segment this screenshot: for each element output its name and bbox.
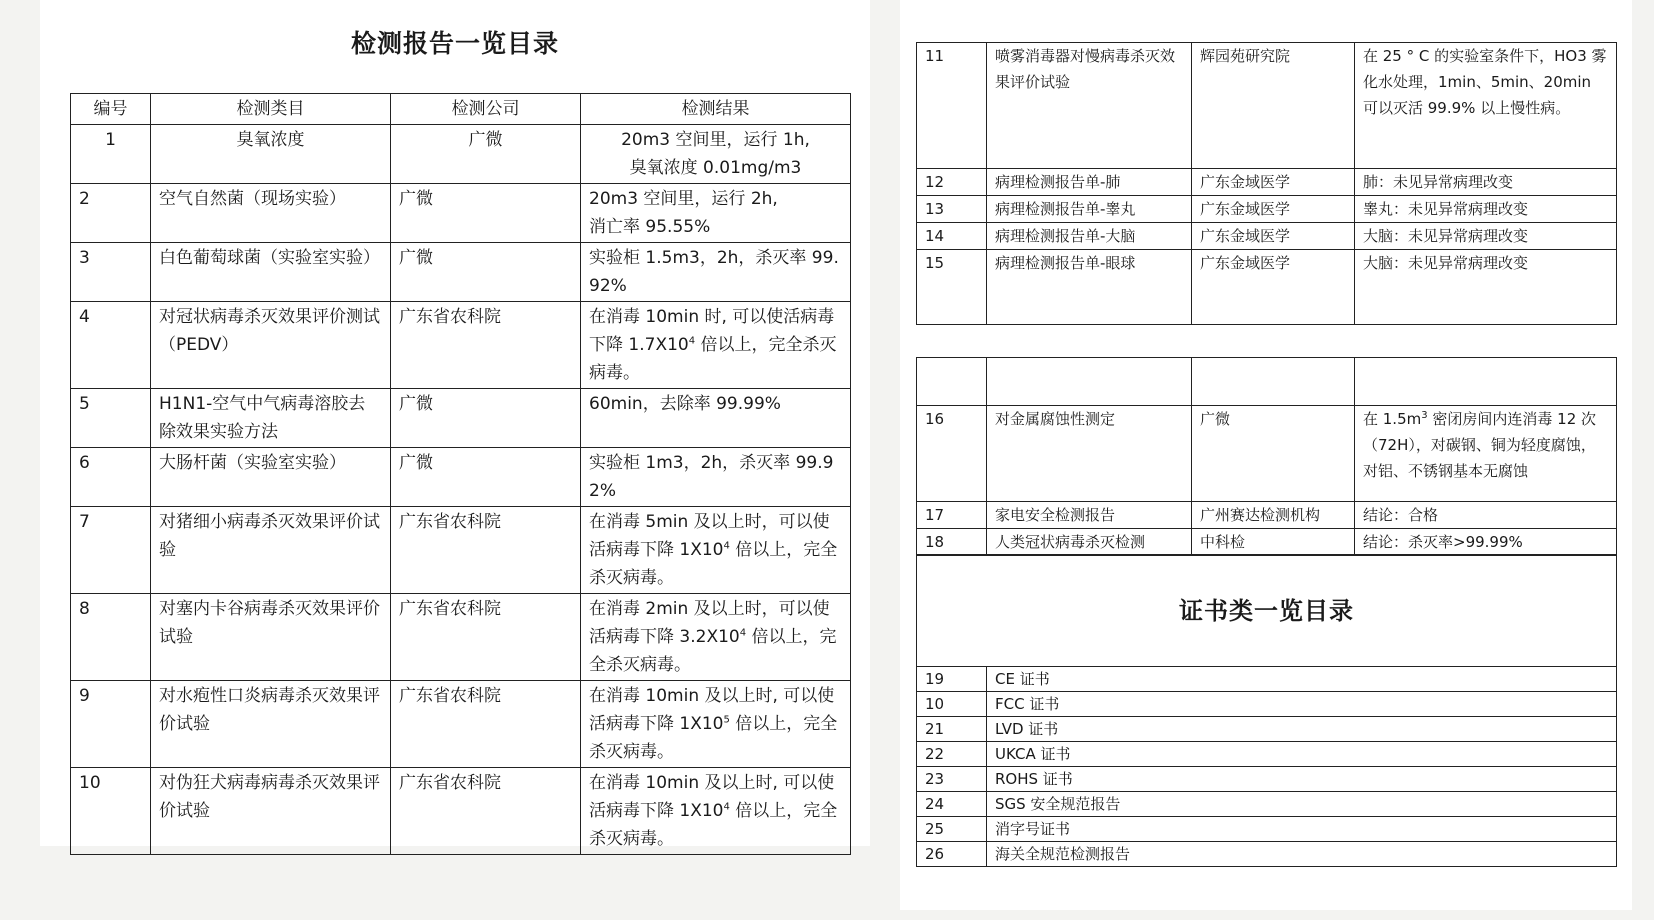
row-company: 广微 [391,184,581,243]
row-item: 对冠状病毒杀灭效果评价测试（PEDV） [151,302,391,389]
row-number: 6 [71,448,151,507]
row-company: 广东金域医学 [1192,223,1355,250]
row-company: 中科检 [1192,529,1355,556]
certificate-title-row [917,555,1617,667]
certificate-name: 海关全规范检测报告 [987,842,1617,867]
row-item: 病理检测报告单-大脑 [987,223,1192,250]
table-row [917,169,1617,196]
row-item: 对猪细小病毒杀灭效果评价试验 [151,507,391,594]
row-company: 广州赛达检测机构 [1192,502,1355,529]
row-result: 结论：杀灭率>99.99% [1355,529,1617,556]
row-company: 广东省农科院 [391,681,581,768]
row-result: 大脑：未见异常病理改变 [1355,250,1617,325]
certificate-name: CE 证书 [987,667,1617,692]
left-document-page [40,0,870,849]
table-row [71,768,851,855]
row-item: 家电安全检测报告 [987,502,1192,529]
certificate-number: 26 [917,842,987,867]
row-item: 臭氧浓度 [151,125,391,184]
certificate-name: LVD 证书 [987,717,1617,742]
row-number: 7 [71,507,151,594]
certificate-row [917,692,1617,717]
certificate-number: 24 [917,792,987,817]
right-document-page [900,0,1632,910]
certificate-number: 10 [917,692,987,717]
row-number: 2 [71,184,151,243]
certificate-list-title: 证书类一览目录 [917,555,1617,667]
row-number: 9 [71,681,151,768]
row-result: 在消毒 10min 及以上时, 可以使活病毒下降 $1X10^4$ 倍以上，完全杀灭病毒。 [581,768,851,855]
empty-row [917,358,1617,406]
row-item: 白色葡萄球菌（实验室实验） [151,243,391,302]
report-table-continued [916,42,1617,325]
row-number: 5 [71,389,151,448]
row-result: 在消毒 5min 及以上时，可以使活病毒下降 $1X10^4$ 倍以上，完全杀灭病毒。 [581,507,851,594]
row-item: 病理检测报告单-眼球 [987,250,1192,325]
header-number: 编号 [71,94,151,125]
row-number: 8 [71,594,151,681]
certificate-number: 23 [917,767,987,792]
header-item: 检测类目 [151,94,391,125]
row-number: 14 [917,223,987,250]
table-row [71,681,851,768]
certificate-number: 25 [917,817,987,842]
certificate-name: UKCA 证书 [987,742,1617,767]
table-row [71,389,851,448]
table-row [917,250,1617,325]
row-result: 在消毒 2min 及以上时，可以使活病毒下降 $3.2X10^4$ 倍以上，完全杀灭病毒。 [581,594,851,681]
certificate-number: 21 [917,717,987,742]
row-number: 12 [917,169,987,196]
table-row [917,223,1617,250]
table-row [71,507,851,594]
row-number: 11 [917,43,987,169]
certificate-row [917,742,1617,767]
row-item: 病理检测报告单-睾丸 [987,196,1192,223]
certificate-row [917,817,1617,842]
table-row [917,43,1617,169]
row-company: 广微 [391,448,581,507]
row-result: 20m3 空间里，运行 2h, 消亡率 95.55% [581,184,851,243]
table-row [917,406,1617,502]
certificate-table [916,554,1617,867]
table-row [71,594,851,681]
row-company: 辉园苑研究院 [1192,43,1355,169]
certificate-row [917,667,1617,692]
row-company: 广微 [391,389,581,448]
row-item: 人类冠状病毒杀灭检测 [987,529,1192,556]
header-company: 检测公司 [391,94,581,125]
certificate-name: FCC 证书 [987,692,1617,717]
row-item: 对塞内卡谷病毒杀灭效果评价试验 [151,594,391,681]
table-row [71,184,851,243]
row-result: 60min，去除率 99.99% [581,389,851,448]
table-row [71,243,851,302]
row-item: 对水疱性口炎病毒杀灭效果评价试验 [151,681,391,768]
row-company: 广东省农科院 [391,507,581,594]
row-company: 广微 [1192,406,1355,502]
row-company: 广东省农科院 [391,768,581,855]
row-company: 广东省农科院 [391,594,581,681]
row-item: 喷雾消毒器对慢病毒杀灭效果评价试验 [987,43,1192,169]
table-row [71,448,851,507]
row-company: 广东省农科院 [391,302,581,389]
report-list-title: 检测报告一览目录 [350,29,559,58]
certificate-name: 消字号证书 [987,817,1617,842]
row-result: 实验柜 1m3，2h，杀灭率 99.92% [581,448,851,507]
report-table-continued-2 [916,357,1617,556]
row-result: 实验柜 1.5m3，2h，杀灭率 99.92% [581,243,851,302]
row-number: 15 [917,250,987,325]
row-number: 16 [917,406,987,502]
header-result: 检测结果 [581,94,851,125]
row-item: H1N1-空气中气病毒溶胶去除效果实验方法 [151,389,391,448]
table-row [71,302,851,389]
row-company: 广东金域医学 [1192,250,1355,325]
certificate-name: ROHS 证书 [987,767,1617,792]
certificate-row [917,717,1617,742]
row-item: 对金属腐蚀性测定 [987,406,1192,502]
row-item: 空气自然菌（现场实验） [151,184,391,243]
certificate-number: 19 [917,667,987,692]
table-row [917,196,1617,223]
row-item: 大肠杆菌（实验室实验） [151,448,391,507]
certificate-number: 22 [917,742,987,767]
table-row [71,125,851,184]
row-item: 对伪狂犬病毒病毒杀灭效果评价试验 [151,768,391,855]
certificate-name: SGS 安全规范报告 [987,792,1617,817]
row-result: 在消毒 10min 时, 可以使活病毒下降 $1.7X10^4$ 倍以上，完全杀灭病毒。 [581,302,851,389]
row-company: 广东金域医学 [1192,169,1355,196]
row-company: 广微 [391,125,581,184]
certificate-row [917,767,1617,792]
row-result: 在消毒 10min 及以上时, 可以使活病毒下降 $1X10^5$ 倍以上，完全杀灭病毒。 [581,681,851,768]
row-number: 10 [71,768,151,855]
row-result: 在 $1.5m^3$ 密闭房间内连消毒 12 次（72H），对碳钢、铜为轻度腐蚀，对铝、不锈钢基本无腐蚀 [1355,406,1617,502]
report-table [70,93,851,855]
row-result: 肺：未见异常病理改变 [1355,169,1617,196]
row-item: 病理检测报告单-肺 [987,169,1192,196]
report-table-header [71,94,851,125]
row-result: 大脑：未见异常病理改变 [1355,223,1617,250]
row-result: 结论：合格 [1355,502,1617,529]
row-result: 在 25 ° C 的实验室条件下，HO3 雾化水处理，1min、5min、20min 可以灭活 99.9% 以上慢性病。 [1355,43,1617,169]
row-result: 睾丸：未见异常病理改变 [1355,196,1617,223]
table-row [917,529,1617,556]
row-number: 18 [917,529,987,556]
row-number: 3 [71,243,151,302]
row-number: 1 [71,125,151,184]
row-number: 17 [917,502,987,529]
row-number: 13 [917,196,987,223]
row-company: 广微 [391,243,581,302]
certificate-row [917,842,1617,867]
row-company: 广东金域医学 [1192,196,1355,223]
row-number: 4 [71,302,151,389]
certificate-row [917,792,1617,817]
row-result: 20m3 空间里，运行 1h, 臭氧浓度 0.01mg/m3 [581,125,851,184]
table-row [917,502,1617,529]
